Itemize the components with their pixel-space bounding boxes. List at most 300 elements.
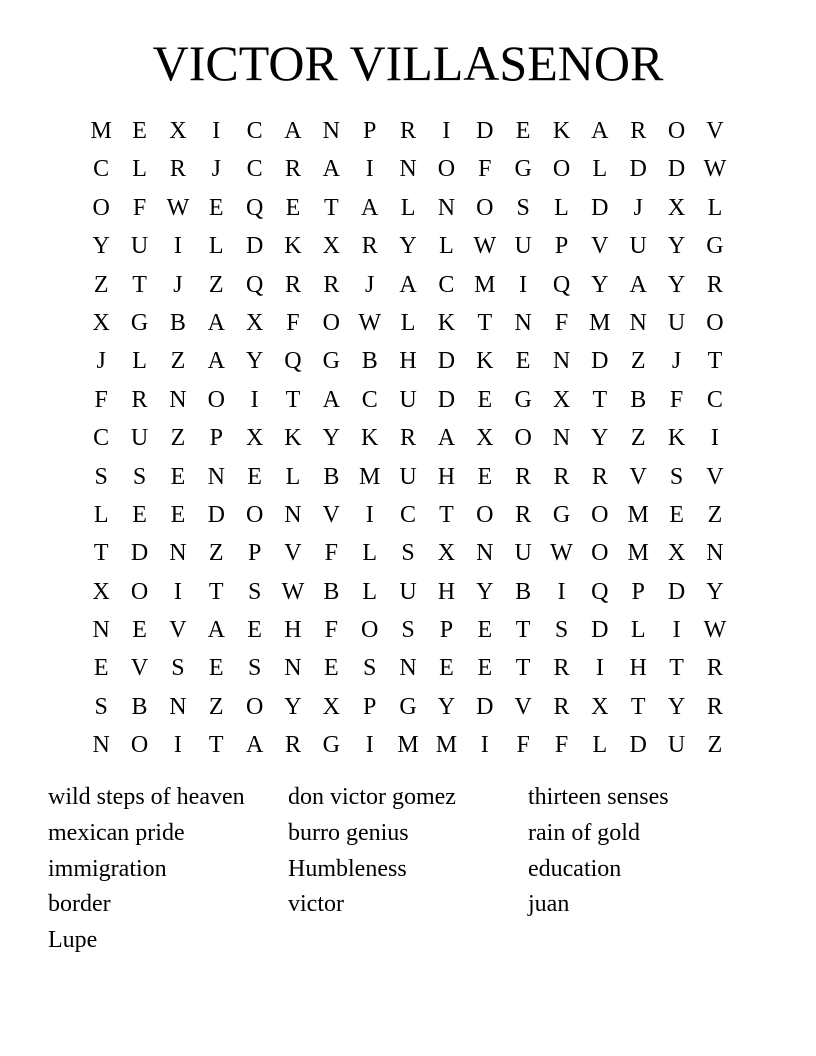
grid-letter: T	[93, 540, 109, 567]
grid-letter: A	[399, 271, 417, 298]
grid-letter: M	[397, 732, 419, 759]
grid-letter: L	[362, 578, 378, 605]
grid-letter: E	[477, 386, 493, 413]
grid-letter: V	[284, 540, 302, 567]
word-list-item: mexican pride	[48, 819, 185, 846]
grid-letter: K	[476, 348, 494, 375]
grid-letter: K	[284, 425, 302, 452]
word-list-item: wild steps of heaven	[48, 784, 245, 810]
grid-letter: X	[169, 118, 187, 144]
grid-letter: N	[476, 540, 494, 567]
grid-letter: N	[706, 540, 724, 567]
grid-letter: V	[591, 233, 609, 260]
grid-letter: I	[250, 386, 259, 413]
grid-letter: R	[630, 118, 647, 144]
grid-letter: Y	[667, 271, 686, 298]
grid-letter: Q	[591, 578, 609, 605]
grid-letter: S	[554, 617, 569, 644]
grid-letter: N	[169, 540, 187, 567]
grid-letter: D	[667, 578, 686, 605]
grid-letter: W	[473, 233, 497, 260]
grid-letter: Q	[245, 271, 264, 298]
grid-letter: Z	[93, 271, 109, 298]
grid-letter: E	[477, 463, 493, 490]
grid-letter: Y	[322, 425, 340, 452]
grid-letter: V	[706, 463, 724, 490]
grid-letter: R	[591, 463, 608, 490]
grid-letter: R	[553, 463, 570, 490]
grid-letter: O	[361, 617, 379, 644]
grid-letter: M	[359, 463, 381, 490]
grid-letter: M	[627, 501, 649, 528]
grid-letter: E	[285, 194, 301, 221]
grid-letter: S	[516, 194, 530, 221]
grid-letter: A	[245, 732, 264, 759]
grid-row	[82, 496, 734, 534]
grid-letter: P	[363, 118, 377, 144]
grid-letter: L	[132, 348, 147, 375]
grid-letter: D	[437, 386, 456, 413]
grid-letter: D	[591, 348, 609, 375]
grid-letter: A	[437, 425, 456, 452]
grid-letter: T	[324, 194, 339, 221]
grid-letter: O	[92, 194, 110, 221]
grid-letter: J	[96, 348, 106, 375]
grid-letter: X	[437, 540, 456, 567]
grid-letter: V	[130, 655, 149, 682]
grid-letter: D	[130, 540, 149, 567]
grid-letter: S	[669, 463, 684, 490]
grid-letter: R	[284, 271, 301, 298]
grid-letter: U	[629, 233, 647, 260]
grid-letter: X	[667, 194, 686, 221]
grid-letter: S	[171, 655, 185, 682]
grid-letter: W	[703, 156, 727, 183]
grid-letter: C	[438, 271, 455, 298]
word-list	[48, 780, 768, 959]
grid-letter: R	[131, 386, 148, 413]
grid-letter: C	[93, 156, 110, 183]
grid-letter: Z	[208, 271, 224, 298]
grid-letter: U	[514, 540, 532, 567]
grid-letter: O	[322, 309, 340, 336]
word-list-item: don victor gomez	[288, 784, 456, 810]
grid-letter: P	[363, 693, 377, 720]
grid-letter: I	[595, 655, 604, 682]
grid-letter: L	[400, 309, 416, 336]
grid-letter: B	[361, 348, 378, 375]
grid-letter: F	[324, 617, 339, 644]
grid-letter: F	[286, 309, 300, 336]
grid-letter: E	[439, 655, 454, 682]
grid-letter: I	[365, 501, 374, 528]
grid-letter: V	[706, 118, 724, 144]
grid-letter: O	[591, 501, 609, 528]
grid-row	[82, 304, 734, 342]
word-list-item: education	[528, 855, 622, 882]
grid-letter: D	[629, 156, 647, 183]
grid-letter: E	[324, 655, 339, 682]
grid-letter: Y	[476, 578, 494, 605]
grid-letter: D	[245, 233, 264, 260]
grid-row	[82, 381, 734, 419]
grid-letter: A	[207, 348, 225, 375]
grid-letter: U	[399, 386, 417, 413]
grid-letter: F	[324, 540, 339, 567]
grid-letter: E	[93, 655, 109, 682]
grid-letter: X	[92, 309, 110, 336]
grid-letter: O	[476, 501, 494, 528]
grid-letter: R	[515, 501, 532, 528]
grid-letter: O	[130, 578, 149, 605]
grid-letter: X	[92, 578, 110, 605]
grid-letter: L	[630, 617, 646, 644]
grid-letter: G	[322, 732, 340, 759]
grid-letter: I	[173, 578, 182, 605]
grid-letter: I	[480, 732, 489, 759]
grid-row	[82, 726, 734, 764]
grid-letter: U	[667, 732, 686, 759]
grid-letter: L	[439, 233, 454, 260]
grid-letter: P	[554, 233, 569, 260]
grid-letter: G	[399, 693, 417, 720]
grid-letter: R	[706, 655, 723, 682]
grid-letter: D	[667, 156, 686, 183]
grid-letter: Y	[706, 578, 724, 605]
grid-letter: O	[476, 194, 494, 221]
grid-letter: W	[550, 540, 573, 567]
word-list-item: victor	[288, 891, 344, 918]
grid-letter: M	[90, 118, 112, 144]
grid-letter: D	[629, 732, 647, 759]
grid-letter: C	[246, 118, 263, 144]
grid-letter: W	[358, 309, 382, 336]
grid-letter: A	[207, 309, 225, 336]
grid-letter: E	[669, 501, 684, 528]
grid-letter: S	[401, 540, 415, 567]
grid-letter: A	[284, 118, 302, 144]
grid-letter: Z	[630, 425, 646, 452]
grid-letter: T	[208, 732, 224, 759]
grid-letter: I	[212, 118, 221, 144]
grid-letter: S	[247, 655, 262, 682]
grid-letter: V	[322, 501, 340, 528]
grid-letter: X	[245, 309, 264, 336]
grid-letter: I	[710, 425, 719, 452]
grid-letter: U	[130, 233, 149, 260]
grid-letter: T	[515, 617, 531, 644]
grid-letter: N	[284, 501, 302, 528]
grid-letter: E	[477, 655, 493, 682]
grid-letter: T	[630, 693, 646, 720]
grid-letter: I	[173, 233, 182, 260]
grid-letter: P	[631, 578, 645, 605]
grid-row	[82, 611, 734, 649]
grid-letter: N	[629, 309, 647, 336]
grid-letter: L	[93, 501, 109, 528]
grid-letter: A	[322, 386, 340, 413]
grid-letter: Z	[630, 348, 646, 375]
grid-letter: D	[591, 194, 609, 221]
grid-letter: O	[706, 309, 724, 336]
grid-letter: A	[361, 194, 379, 221]
grid-letter: L	[400, 194, 416, 221]
grid-letter: O	[552, 156, 571, 183]
grid-letter: J	[671, 348, 682, 375]
grid-letter: N	[552, 425, 571, 452]
grid-letter: V	[514, 693, 532, 720]
grid-letter: D	[437, 348, 456, 375]
grid-letter: C	[93, 425, 110, 452]
grid-row	[82, 688, 734, 726]
grid-letter: T	[592, 386, 608, 413]
grid-letter: F	[554, 309, 569, 336]
grid-letter: N	[322, 118, 340, 144]
grid-letter: H	[437, 578, 456, 605]
grid-letter: H	[399, 348, 417, 375]
grid-letter: M	[474, 271, 496, 298]
grid-letter: L	[208, 233, 224, 260]
grid-letter: W	[703, 617, 727, 644]
grid-letter: J	[365, 271, 375, 298]
grid-letter: I	[442, 118, 451, 144]
grid-letter: U	[399, 463, 417, 490]
grid-letter: T	[707, 348, 723, 375]
grid-letter: T	[439, 501, 454, 528]
grid-letter: N	[207, 463, 225, 490]
grid-letter: O	[207, 386, 225, 413]
grid-letter: L	[592, 156, 608, 183]
grid-letter: E	[208, 194, 224, 221]
grid-letter: U	[667, 309, 686, 336]
grid-letter: R	[400, 425, 417, 452]
grid-letter: B	[169, 309, 186, 336]
grid-letter: R	[284, 156, 301, 183]
grid-letter: Y	[284, 693, 302, 720]
grid-letter: O	[591, 540, 609, 567]
grid-letter: Q	[552, 271, 571, 298]
grid-letter: S	[132, 463, 147, 490]
grid-letter: M	[435, 732, 458, 759]
grid-letter: Y	[591, 271, 609, 298]
grid-letter: O	[245, 501, 264, 528]
word-list-item: immigration	[48, 855, 167, 882]
grid-letter: F	[669, 386, 684, 413]
grid-letter: C	[400, 501, 417, 528]
grid-letter: L	[285, 463, 301, 490]
grid-letter: Y	[245, 348, 264, 375]
grid-letter: E	[477, 617, 493, 644]
word-list-item: border	[48, 891, 111, 918]
grid-letter: P	[247, 540, 262, 567]
grid-letter: Y	[591, 425, 609, 452]
grid-letter: A	[629, 271, 647, 298]
word-list-item: Lupe	[48, 927, 98, 953]
grid-letter: Y	[92, 233, 110, 260]
grid-letter: C	[246, 156, 263, 183]
grid-letter: W	[166, 194, 190, 221]
grid-letter: Z	[707, 732, 723, 759]
grid-letter: F	[94, 386, 108, 413]
grid-letter: Z	[208, 540, 224, 567]
grid-letter: S	[401, 617, 415, 644]
grid-letter: F	[132, 194, 147, 221]
grid-letter: T	[285, 386, 301, 413]
grid-letter: A	[591, 118, 609, 144]
grid-letter: U	[130, 425, 149, 452]
grid-letter: K	[667, 425, 686, 452]
word-list-item: rain of gold	[528, 819, 640, 846]
grid-row	[82, 534, 734, 572]
grid-letter: R	[323, 271, 340, 298]
grid-letter: E	[515, 348, 531, 375]
grid-letter: Y	[437, 693, 456, 720]
grid-letter: R	[515, 463, 532, 490]
grid-letter: T	[208, 578, 224, 605]
grid-letter: B	[323, 463, 340, 490]
grid-letter: Q	[284, 348, 302, 375]
grid-letter: F	[516, 732, 530, 759]
grid-row	[82, 227, 734, 265]
grid-letter: L	[362, 540, 378, 567]
grid-letter: E	[515, 118, 531, 144]
grid-letter: S	[247, 578, 262, 605]
grid-letter: P	[209, 425, 223, 452]
grid-letter: N	[399, 156, 417, 183]
grid-letter: N	[169, 386, 187, 413]
grid-letter: I	[557, 578, 566, 605]
grid-letter: Z	[707, 501, 723, 528]
grid-letter: X	[245, 425, 264, 452]
grid-letter: K	[361, 425, 379, 452]
grid-letter: D	[476, 693, 494, 720]
grid-letter: E	[247, 617, 262, 644]
grid-letter: R	[706, 271, 723, 298]
grid-letter: E	[132, 617, 147, 644]
grid-letter: A	[207, 617, 225, 644]
grid-letter: U	[399, 578, 417, 605]
grid-letter: C	[361, 386, 378, 413]
grid-letter: X	[476, 425, 494, 452]
grid-letter: S	[94, 463, 108, 490]
grid-letter: X	[322, 693, 340, 720]
grid-letter: S	[94, 693, 108, 720]
word-list-item: juan	[528, 891, 570, 918]
grid-letter: E	[208, 655, 224, 682]
grid-letter: R	[553, 655, 570, 682]
grid-letter: T	[669, 655, 684, 682]
grid-letter: Z	[170, 425, 186, 452]
grid-letter: T	[477, 309, 493, 336]
grid-letter: Y	[667, 693, 686, 720]
grid-letter: K	[552, 118, 571, 144]
grid-row	[82, 342, 734, 380]
grid-letter: O	[130, 732, 149, 759]
grid-letter: D	[476, 118, 494, 144]
grid-letter: N	[399, 655, 417, 682]
grid-letter: G	[706, 233, 724, 260]
word-list-item: burro genius	[288, 819, 409, 846]
grid-letter: L	[554, 194, 569, 221]
grid-letter: M	[627, 540, 649, 567]
grid-letter: W	[281, 578, 305, 605]
grid-letter: R	[706, 693, 723, 720]
grid-letter: B	[131, 693, 148, 720]
grid-letter: N	[552, 348, 571, 375]
grid-letter: R	[169, 156, 186, 183]
grid-letter: Q	[245, 194, 264, 221]
grid-letter: E	[247, 463, 262, 490]
grid-letter: O	[437, 156, 456, 183]
letter-grid	[82, 112, 734, 765]
grid-letter: B	[630, 386, 647, 413]
grid-letter: S	[363, 655, 377, 682]
grid-letter: R	[284, 732, 301, 759]
grid-letter: L	[707, 194, 723, 221]
grid-letter: I	[365, 732, 374, 759]
grid-letter: Y	[667, 233, 686, 260]
grid-letter: B	[515, 578, 532, 605]
grid-row	[82, 150, 734, 188]
grid-row	[82, 189, 734, 227]
grid-letter: E	[132, 118, 147, 144]
grid-row	[82, 419, 734, 457]
grid-letter: O	[245, 693, 264, 720]
grid-letter: J	[211, 156, 221, 183]
grid-letter: U	[514, 233, 532, 260]
grid-letter: L	[132, 156, 147, 183]
grid-letter: Z	[208, 693, 224, 720]
grid-row	[82, 266, 734, 304]
grid-letter: E	[132, 501, 147, 528]
grid-row	[82, 649, 734, 687]
grid-letter: I	[519, 271, 528, 298]
grid-letter: N	[92, 732, 110, 759]
grid-letter: M	[589, 309, 611, 336]
grid-letter: N	[92, 617, 110, 644]
grid-letter: N	[284, 655, 302, 682]
grid-letter: C	[706, 386, 723, 413]
grid-letter: I	[173, 732, 182, 759]
grid-letter: V	[629, 463, 647, 490]
grid-letter: X	[667, 540, 686, 567]
grid-letter: P	[439, 617, 454, 644]
word-list-item: thirteen senses	[528, 784, 669, 810]
grid-letter: E	[170, 463, 186, 490]
grid-letter: G	[514, 156, 532, 183]
grid-letter: R	[400, 118, 417, 144]
grid-row	[82, 112, 734, 150]
grid-letter: F	[554, 732, 569, 759]
grid-letter: O	[514, 425, 532, 452]
grid-letter: N	[437, 194, 456, 221]
grid-letter: I	[672, 617, 681, 644]
grid-letter: G	[322, 348, 340, 375]
grid-letter: N	[169, 693, 187, 720]
grid-letter: E	[170, 501, 186, 528]
grid-letter: L	[592, 732, 608, 759]
grid-letter: Y	[399, 233, 417, 260]
grid-letter: J	[633, 194, 643, 221]
grid-letter: G	[130, 309, 149, 336]
grid-letter: B	[323, 578, 340, 605]
grid-letter: F	[478, 156, 492, 183]
grid-letter: J	[173, 271, 183, 298]
grid-letter: K	[437, 309, 456, 336]
grid-letter: T	[132, 271, 147, 298]
page-title: VICTOR VILLASENOR	[152, 35, 664, 91]
grid-letter: K	[284, 233, 302, 260]
